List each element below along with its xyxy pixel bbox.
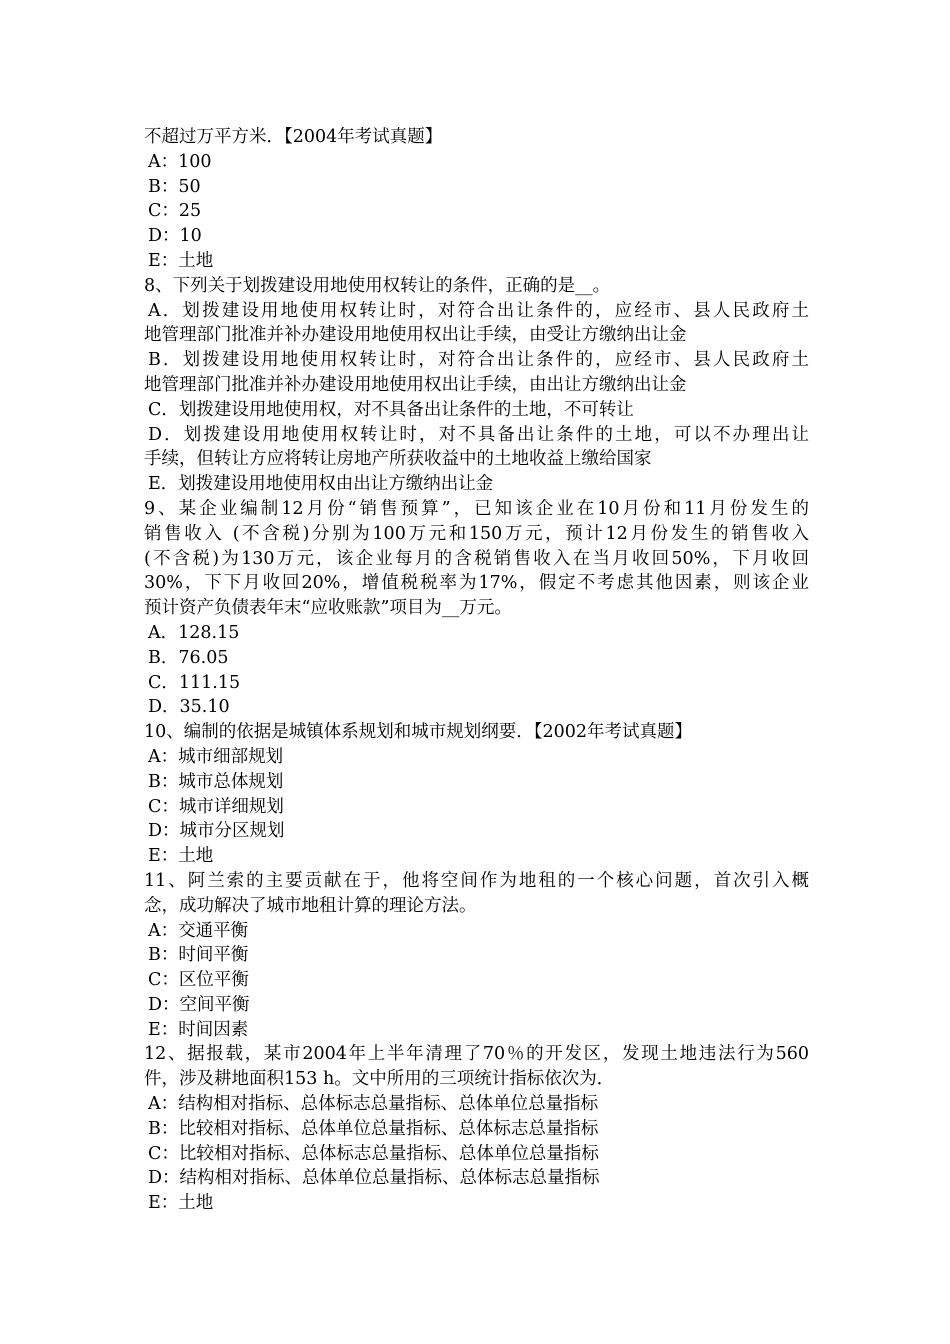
question-10-option-c: C：城市详细规划 [148, 796, 284, 817]
question-7-option-b: B：50 [148, 176, 201, 197]
question-7-stem: 不超过万平方米．【2004年考试真题】 [144, 127, 443, 147]
question-9-option-d: D．35.10 [148, 697, 230, 718]
question-7-option-c: C：25 [148, 201, 202, 222]
question-9-stem-line-2: 销售收入 (不含税)分别为100万元和150万元，预计12月份发生的销售收入 [144, 523, 809, 544]
question-8-option-a-line-1: A．划拨建设用地使用权转让时，对符合出让条件的，应经市、县人民政府土 [148, 300, 809, 321]
question-9-stem-line-3: (不含税)为130万元，该企业每月的含税销售收入在当月收回50%，下月收回 [144, 548, 809, 569]
document-page [144, 125, 809, 1216]
question-10-stem: 10、编制的依据是城镇体系规划和城市规划纲要．【2002年考试真题】 [144, 722, 693, 743]
question-11-option-b: B：时间平衡 [148, 945, 249, 966]
question-8-option-a-line-2: 地管理部门批准并补办建设用地使用权出让手续，由受让方缴纳出让金 [144, 325, 687, 346]
question-8-option-e: E．划拨建设用地使用权由出让方缴纳出让金 [148, 474, 494, 495]
question-11-option-e: E：时间因素 [148, 1019, 249, 1040]
question-8-option-b-line-1: B．划拨建设用地使用权转让时，对符合出让条件的，应经市、县人民政府土 [148, 350, 809, 371]
question-7-option-e: E：土地 [148, 250, 214, 271]
question-9-option-a: A．128.15 [148, 622, 240, 643]
question-11-stem-line-1: 11、阿兰索的主要贡献在于，他将空间作为地租的一个核心问题，首次引入概 [144, 870, 809, 891]
question-12-stem-line-1: 12、据报载，某市2004年上半年清理了70％的开发区，发现土地违法行为560 [144, 1044, 809, 1065]
question-11-option-d: D：空间平衡 [148, 994, 250, 1015]
question-7-option-a: A：100 [148, 151, 212, 172]
question-9-option-c: C．111.15 [148, 672, 241, 693]
question-10-option-d: D：城市分区规划 [148, 821, 285, 842]
question-9-stem-line-4: 30%，下下月收回20%，增值税税率为17%，假定不考虑其他因素，则该企业 [144, 573, 809, 594]
question-7-option-d: D：10 [148, 226, 202, 247]
question-12-stem-line-2: 件，涉及耕地面积153 h。文中所用的三项统计指标依次为． [144, 1069, 615, 1090]
question-12-option-a: A：结构相对指标、总体标志总量指标、总体单位总量指标 [148, 1094, 599, 1115]
question-10-option-a: A：城市细部规划 [148, 746, 284, 767]
question-10-option-e: E：土地 [148, 846, 214, 867]
question-9-stem-line-5: 预计资产负债表年末“应收账款”项目为__万元。 [144, 598, 512, 619]
question-8-stem: 8、下列关于划拨建设用地使用权转让的条件，正确的是__。 [144, 275, 611, 296]
question-12-option-c: C：比较相对指标、总体标志总量指标、总体单位总量指标 [148, 1143, 599, 1164]
question-8-option-b-line-2: 地管理部门批准并补办建设用地使用权出让手续，由出让方缴纳出让金 [144, 374, 687, 395]
question-11-option-a: A：交通平衡 [148, 920, 249, 941]
question-12-option-b: B：比较相对指标、总体单位总量指标、总体标志总量指标 [148, 1118, 599, 1139]
question-10-option-b: B：城市总体规划 [148, 771, 284, 792]
question-12-option-e: E：土地 [148, 1193, 214, 1214]
question-9-option-b: B．76.05 [148, 647, 229, 668]
question-8-option-d-line-2: 手续，但转让方应将转让房地产所获收益中的土地收益上缴给国家 [144, 449, 652, 470]
question-8-option-c: C．划拨建设用地使用权，对不具备出让条件的土地，不可转让 [148, 399, 634, 420]
question-11-option-c: C：区位平衡 [148, 970, 249, 991]
question-8-option-d-line-1: D．划拨建设用地使用权转让时，对不具备出让条件的土地，可以不办理出让 [148, 424, 809, 445]
question-12-option-d: D：结构相对指标、总体单位总量指标、总体标志总量指标 [148, 1168, 600, 1189]
question-9-stem-line-1: 9、某企业编制12月份“销售预算”，已知该企业在10月份和11月份发生的 [144, 498, 809, 519]
question-11-stem-line-2: 念，成功解决了城市地租计算的理论方法。 [144, 895, 477, 916]
